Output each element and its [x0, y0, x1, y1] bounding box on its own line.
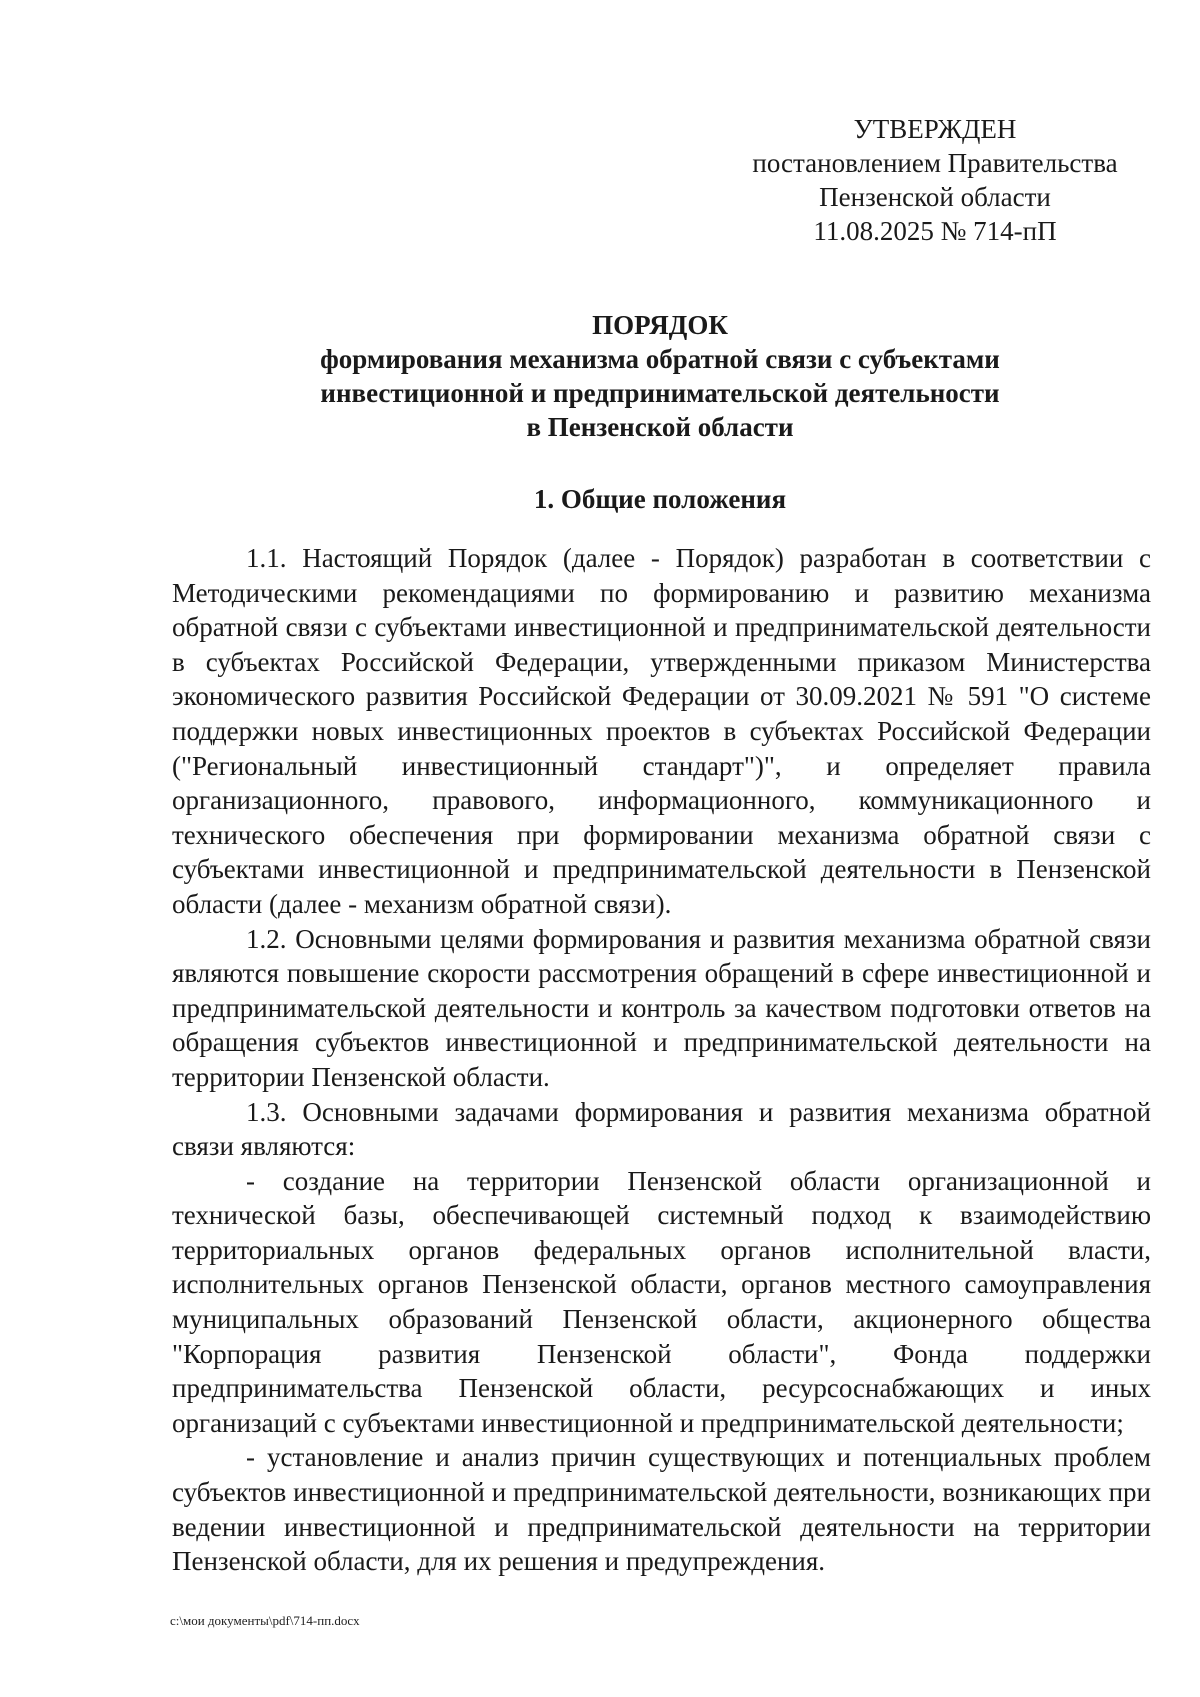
paragraph-1-3: 1.3. Основными задачами формирования и развития механизма обратной связи являются:	[172, 1096, 1151, 1162]
list-item-1: - создание на территории Пензенской области организационной и технической базы, обеспечивающей системный подход к взаимодействию территориальных органов федеральных органов исполнительной власти, исполнительных органов Пензенской области, органов местного самоуправления муниципальных образований Пензенской области, акционерного общества "Корпорация развития Пензенской области", Фонда поддержки предпринимательства Пензенской области, ресурсоснабжающих и иных организаций с субъектами инвестиционной и предпринимательской деятельности;	[172, 1165, 1151, 1438]
section-heading: 1. Общие положения	[533, 484, 787, 514]
title-line-2: формирования механизма обратной связи с субъектами	[320, 344, 1000, 374]
title-line-4: в Пензенской области	[526, 412, 794, 442]
document-title	[170, 308, 1150, 444]
list-item-2: - установление и анализ причин существующих и потенциальных проблем субъектов инвестиционной и предпринимательской деятельности, возникающих при ведении инвестиционной и предпринимательской деятельности на территории Пензенской области, для их решения и предупреждения.	[172, 1442, 1151, 1577]
approval-stamp	[700, 112, 1170, 248]
title-line-3: инвестиционной и предпринимательской деятельности	[320, 378, 1000, 408]
approval-date-number: 11.08.2025 № 714-пП	[813, 216, 1057, 246]
title-line-1: ПОРЯДОК	[592, 310, 728, 340]
document-body	[172, 541, 1151, 1579]
paragraph-1-2: 1.2. Основными целями формирования и развития механизма обратной связи являются повышение скорости рассмотрения обращений в сфере инвестиционной и предпринимательской деятельности и контроль за качеством подготовки ответов на обращения субъектов инвестиционной и предпринимательской деятельности на территории Пензенской области.	[172, 923, 1151, 1092]
approval-heading: УТВЕРЖДЕН	[853, 114, 1017, 144]
file-path-footer: c:\мои документы\pdf\714-пп.docx	[170, 1613, 360, 1628]
approval-region: Пензенской области	[819, 182, 1051, 212]
approval-decree: постановлением Правительства	[752, 148, 1118, 178]
paragraph-1-1: 1.1. Настоящий Порядок (далее - Порядок) разработан в соответствии с Методическими рекомендациями по формированию и развитию механизма обратной связи с субъектами инвестиционной и предпринимательской деятельности в субъектах Российской Федерации, утвержденными приказом Министерства экономического развития Российской Федерации от 30.09.2021 № 591 "О системе поддержки новых инвестиционных проектов в субъектах Российской Федерации ("Региональный инвестиционный стандарт")", и определяет правила организационного, правового, информационного, коммуникационного и технического обеспечения при формировании механизма обратной связи с субъектами инвестиционной и предпринимательской деятельности в Пензенской области (далее - механизм обратной связи).	[172, 543, 1151, 919]
